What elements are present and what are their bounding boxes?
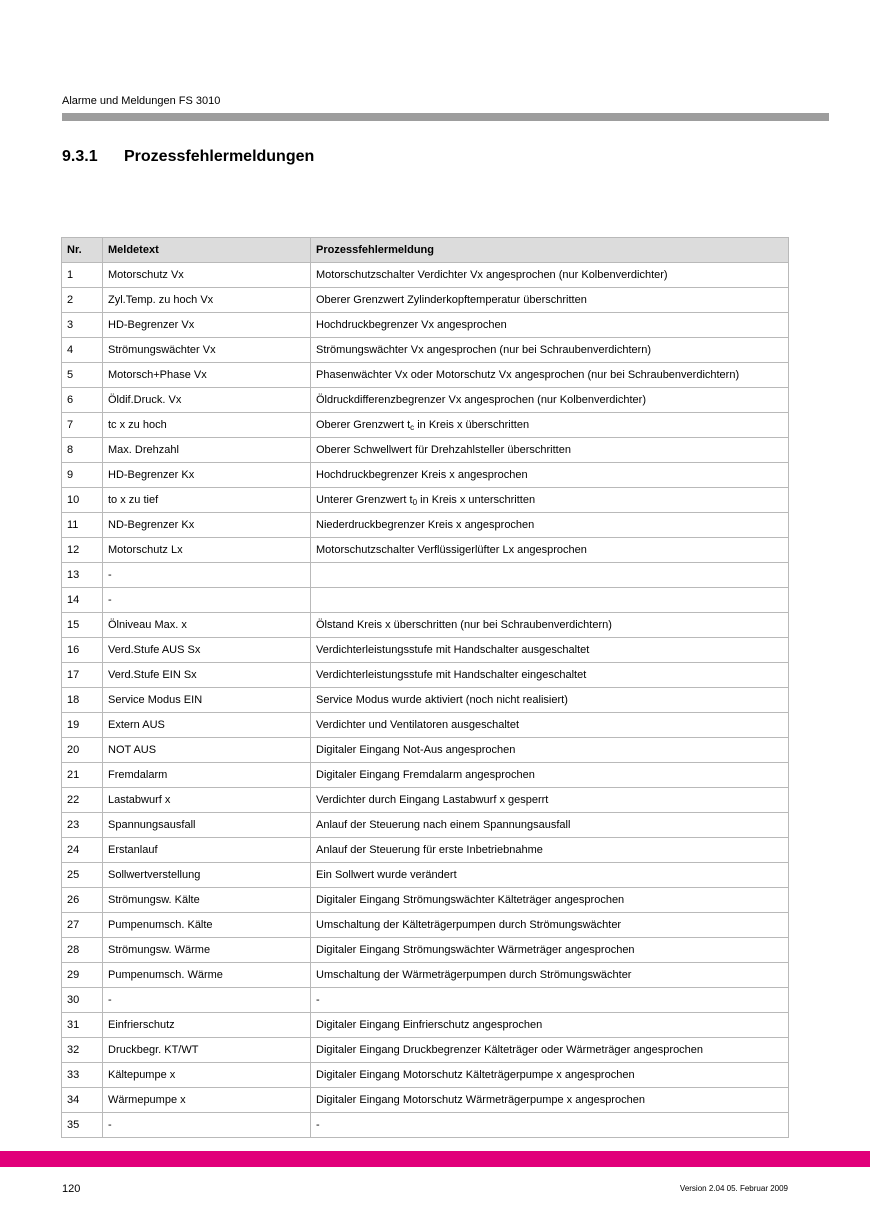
cell-nr: 12 [62,538,103,563]
cell-meldung: Digitaler Eingang Druckbegrenzer Kälteträger oder Wärmeträger angesprochen [311,1038,789,1063]
cell-meldung [311,588,789,613]
table-row [62,863,789,888]
cell-meldung: Öldruckdifferenzbegrenzer Vx angesprochen (nur Kolbenverdichter) [311,388,789,413]
table-row [62,363,789,388]
table-row [62,888,789,913]
cell-nr: 23 [62,813,103,838]
cell-meldung: - [311,1113,789,1138]
alarm-table [61,237,789,1138]
cell-meldetext: Motorschutz Vx [103,263,311,288]
cell-meldetext: Verd.Stufe EIN Sx [103,663,311,688]
table-row [62,913,789,938]
cell-meldung: Verdichterleistungsstufe mit Handschalter eingeschaltet [311,663,789,688]
cell-meldung: Digitaler Eingang Not-Aus angesprochen [311,738,789,763]
table-row [62,938,789,963]
cell-meldung [311,488,789,513]
table-row [62,413,789,438]
table-row [62,638,789,663]
cell-meldetext: Zyl.Temp. zu hoch Vx [103,288,311,313]
cell-meldung: Service Modus wurde aktiviert (noch nicht realisiert) [311,688,789,713]
header-rule [62,113,829,121]
table-row [62,1088,789,1113]
meldung-text-before: Unterer Grenzwert [316,494,407,506]
cell-meldetext: Strömungsw. Kälte [103,888,311,913]
cell-nr: 13 [62,563,103,588]
cell-nr: 2 [62,288,103,313]
cell-meldung [311,563,789,588]
table-row [62,988,789,1013]
column-header-prozessfehlermeldung: Prozessfehlermeldung [311,238,789,263]
cell-nr: 3 [62,313,103,338]
meldung-symbol: t [407,419,411,431]
cell-meldetext: Verd.Stufe AUS Sx [103,638,311,663]
cell-nr: 21 [62,763,103,788]
table-row [62,513,789,538]
cell-meldung: Oberer Schwellwert für Drehzahlsteller überschritten [311,438,789,463]
cell-meldetext: tc x zu hoch [103,413,311,438]
version-info: Version 2.04 05. Februar 2009 [679,1184,788,1193]
cell-meldung: - [311,988,789,1013]
cell-meldetext: HD-Begrenzer Vx [103,313,311,338]
cell-nr: 30 [62,988,103,1013]
cell-meldetext: Sollwertverstellung [103,863,311,888]
cell-meldetext: Erstanlauf [103,838,311,863]
cell-nr: 16 [62,638,103,663]
cell-meldung: Verdichter durch Eingang Lastabwurf x gesperrt [311,788,789,813]
cell-meldung: Ölstand Kreis x überschritten (nur bei Schraubenverdichtern) [311,613,789,638]
cell-nr: 9 [62,463,103,488]
table-row [62,488,789,513]
cell-nr: 26 [62,888,103,913]
meldung-subscript: c [410,423,415,432]
cell-meldung: Phasenwächter Vx oder Motorschutz Vx angesprochen (nur bei Schraubenverdichtern) [311,363,789,388]
cell-nr: 34 [62,1088,103,1113]
cell-meldung: Digitaler Eingang Motorschutz Wärmeträgerpumpe x angesprochen [311,1088,789,1113]
column-header-meldetext: Meldetext [103,238,311,263]
table-row [62,1013,789,1038]
table-row [62,263,789,288]
table-row [62,338,789,363]
cell-nr: 29 [62,963,103,988]
cell-meldetext: Ölniveau Max. x [103,613,311,638]
section-heading: Prozessfehlermeldungen [124,148,315,165]
table-row [62,288,789,313]
section-number: 9.3.1 [62,148,98,165]
cell-meldetext: Öldif.Druck. Vx [103,388,311,413]
cell-meldung: Hochdruckbegrenzer Kreis x angesprochen [311,463,789,488]
cell-meldetext: Service Modus EIN [103,688,311,713]
cell-nr: 17 [62,663,103,688]
cell-nr: 22 [62,788,103,813]
column-header-nr: Nr. [62,238,103,263]
section-title [62,148,314,166]
cell-nr: 15 [62,613,103,638]
cell-meldung [311,413,789,438]
meldung-text-after: in Kreis x unterschritten [420,494,536,506]
page-number: 120 [62,1183,81,1195]
cell-meldetext: Kältepumpe x [103,1063,311,1088]
cell-meldung: Motorschutzschalter Verdichter Vx angesprochen (nur Kolbenverdichter) [311,263,789,288]
cell-nr: 27 [62,913,103,938]
cell-nr: 8 [62,438,103,463]
table-row [62,313,789,338]
table-row [62,1113,789,1138]
table-row [62,463,789,488]
table-row [62,1038,789,1063]
table-row [62,663,789,688]
cell-meldetext: Strömungswächter Vx [103,338,311,363]
cell-meldetext: Motorsch+Phase Vx [103,363,311,388]
table-row [62,538,789,563]
cell-meldetext: NOT AUS [103,738,311,763]
cell-nr: 32 [62,1038,103,1063]
cell-meldung: Digitaler Eingang Strömungswächter Wärmeträger angesprochen [311,938,789,963]
cell-meldung: Digitaler Eingang Strömungswächter Kälteträger angesprochen [311,888,789,913]
cell-meldung: Strömungswächter Vx angesprochen (nur bei Schraubenverdichtern) [311,338,789,363]
cell-meldetext: Spannungsausfall [103,813,311,838]
footer-band [0,1151,870,1167]
table-row [62,963,789,988]
table-row [62,738,789,763]
meldung-text-after: in Kreis x überschritten [417,419,530,431]
cell-meldetext: Lastabwurf x [103,788,311,813]
table-row [62,563,789,588]
cell-nr: 11 [62,513,103,538]
cell-meldetext: - [103,988,311,1013]
table-row [62,838,789,863]
table-row [62,1063,789,1088]
cell-meldung: Umschaltung der Kälteträgerpumpen durch Strömungswächter [311,913,789,938]
table-row [62,688,789,713]
meldung-text-before: Oberer Grenzwert [316,419,405,431]
cell-nr: 24 [62,838,103,863]
table-row [62,613,789,638]
cell-meldetext: Wärmepumpe x [103,1088,311,1113]
cell-meldung: Digitaler Eingang Fremdalarm angesprochen [311,763,789,788]
cell-nr: 14 [62,588,103,613]
meldung-subscript: 0 [412,498,418,507]
cell-meldetext: Pumpenumsch. Kälte [103,913,311,938]
cell-meldung: Niederdruckbegrenzer Kreis x angesprochen [311,513,789,538]
table-row [62,788,789,813]
cell-meldung: Umschaltung der Wärmeträgerpumpen durch Strömungswächter [311,963,789,988]
cell-meldung: Oberer Grenzwert Zylinderkopftemperatur überschritten [311,288,789,313]
cell-meldung: Verdichter und Ventilatoren ausgeschaltet [311,713,789,738]
cell-meldetext: Pumpenumsch. Wärme [103,963,311,988]
cell-nr: 5 [62,363,103,388]
cell-meldung: Ein Sollwert wurde verändert [311,863,789,888]
cell-meldetext: HD-Begrenzer Kx [103,463,311,488]
cell-meldung: Digitaler Eingang Motorschutz Kälteträgerpumpe x angesprochen [311,1063,789,1088]
cell-meldetext: Motorschutz Lx [103,538,311,563]
cell-nr: 4 [62,338,103,363]
table-row [62,388,789,413]
meldung-symbol: t [409,494,413,506]
cell-meldetext: ND-Begrenzer Kx [103,513,311,538]
cell-nr: 20 [62,738,103,763]
cell-meldetext: Strömungsw. Wärme [103,938,311,963]
cell-nr: 18 [62,688,103,713]
cell-nr: 19 [62,713,103,738]
table-header-row [62,238,789,263]
cell-meldetext: Einfrierschutz [103,1013,311,1038]
cell-meldetext: - [103,1113,311,1138]
cell-meldung: Anlauf der Steuerung nach einem Spannungsausfall [311,813,789,838]
alarm-table-body [62,263,789,1138]
cell-meldetext: - [103,588,311,613]
cell-nr: 31 [62,1013,103,1038]
cell-meldetext: Druckbegr. KT/WT [103,1038,311,1063]
cell-meldetext: Max. Drehzahl [103,438,311,463]
table-row [62,713,789,738]
table-row [62,763,789,788]
cell-nr: 1 [62,263,103,288]
cell-nr: 10 [62,488,103,513]
cell-meldetext: Fremdalarm [103,763,311,788]
cell-meldung: Hochdruckbegrenzer Vx angesprochen [311,313,789,338]
cell-nr: 35 [62,1113,103,1138]
cell-meldetext: - [103,563,311,588]
cell-nr: 33 [62,1063,103,1088]
cell-meldung: Motorschutzschalter Verflüssigerlüfter Lx angesprochen [311,538,789,563]
cell-meldung: Digitaler Eingang Einfrierschutz angesprochen [311,1013,789,1038]
cell-meldung: Anlauf der Steuerung für erste Inbetriebnahme [311,838,789,863]
cell-nr: 28 [62,938,103,963]
cell-meldetext: Extern AUS [103,713,311,738]
cell-meldetext: to x zu tief [103,488,311,513]
table-row [62,438,789,463]
cell-meldung: Verdichterleistungsstufe mit Handschalter ausgeschaltet [311,638,789,663]
running-header: Alarme und Meldungen FS 3010 [62,95,221,107]
cell-nr: 25 [62,863,103,888]
table-row [62,813,789,838]
cell-nr: 6 [62,388,103,413]
cell-nr: 7 [62,413,103,438]
table-row [62,588,789,613]
